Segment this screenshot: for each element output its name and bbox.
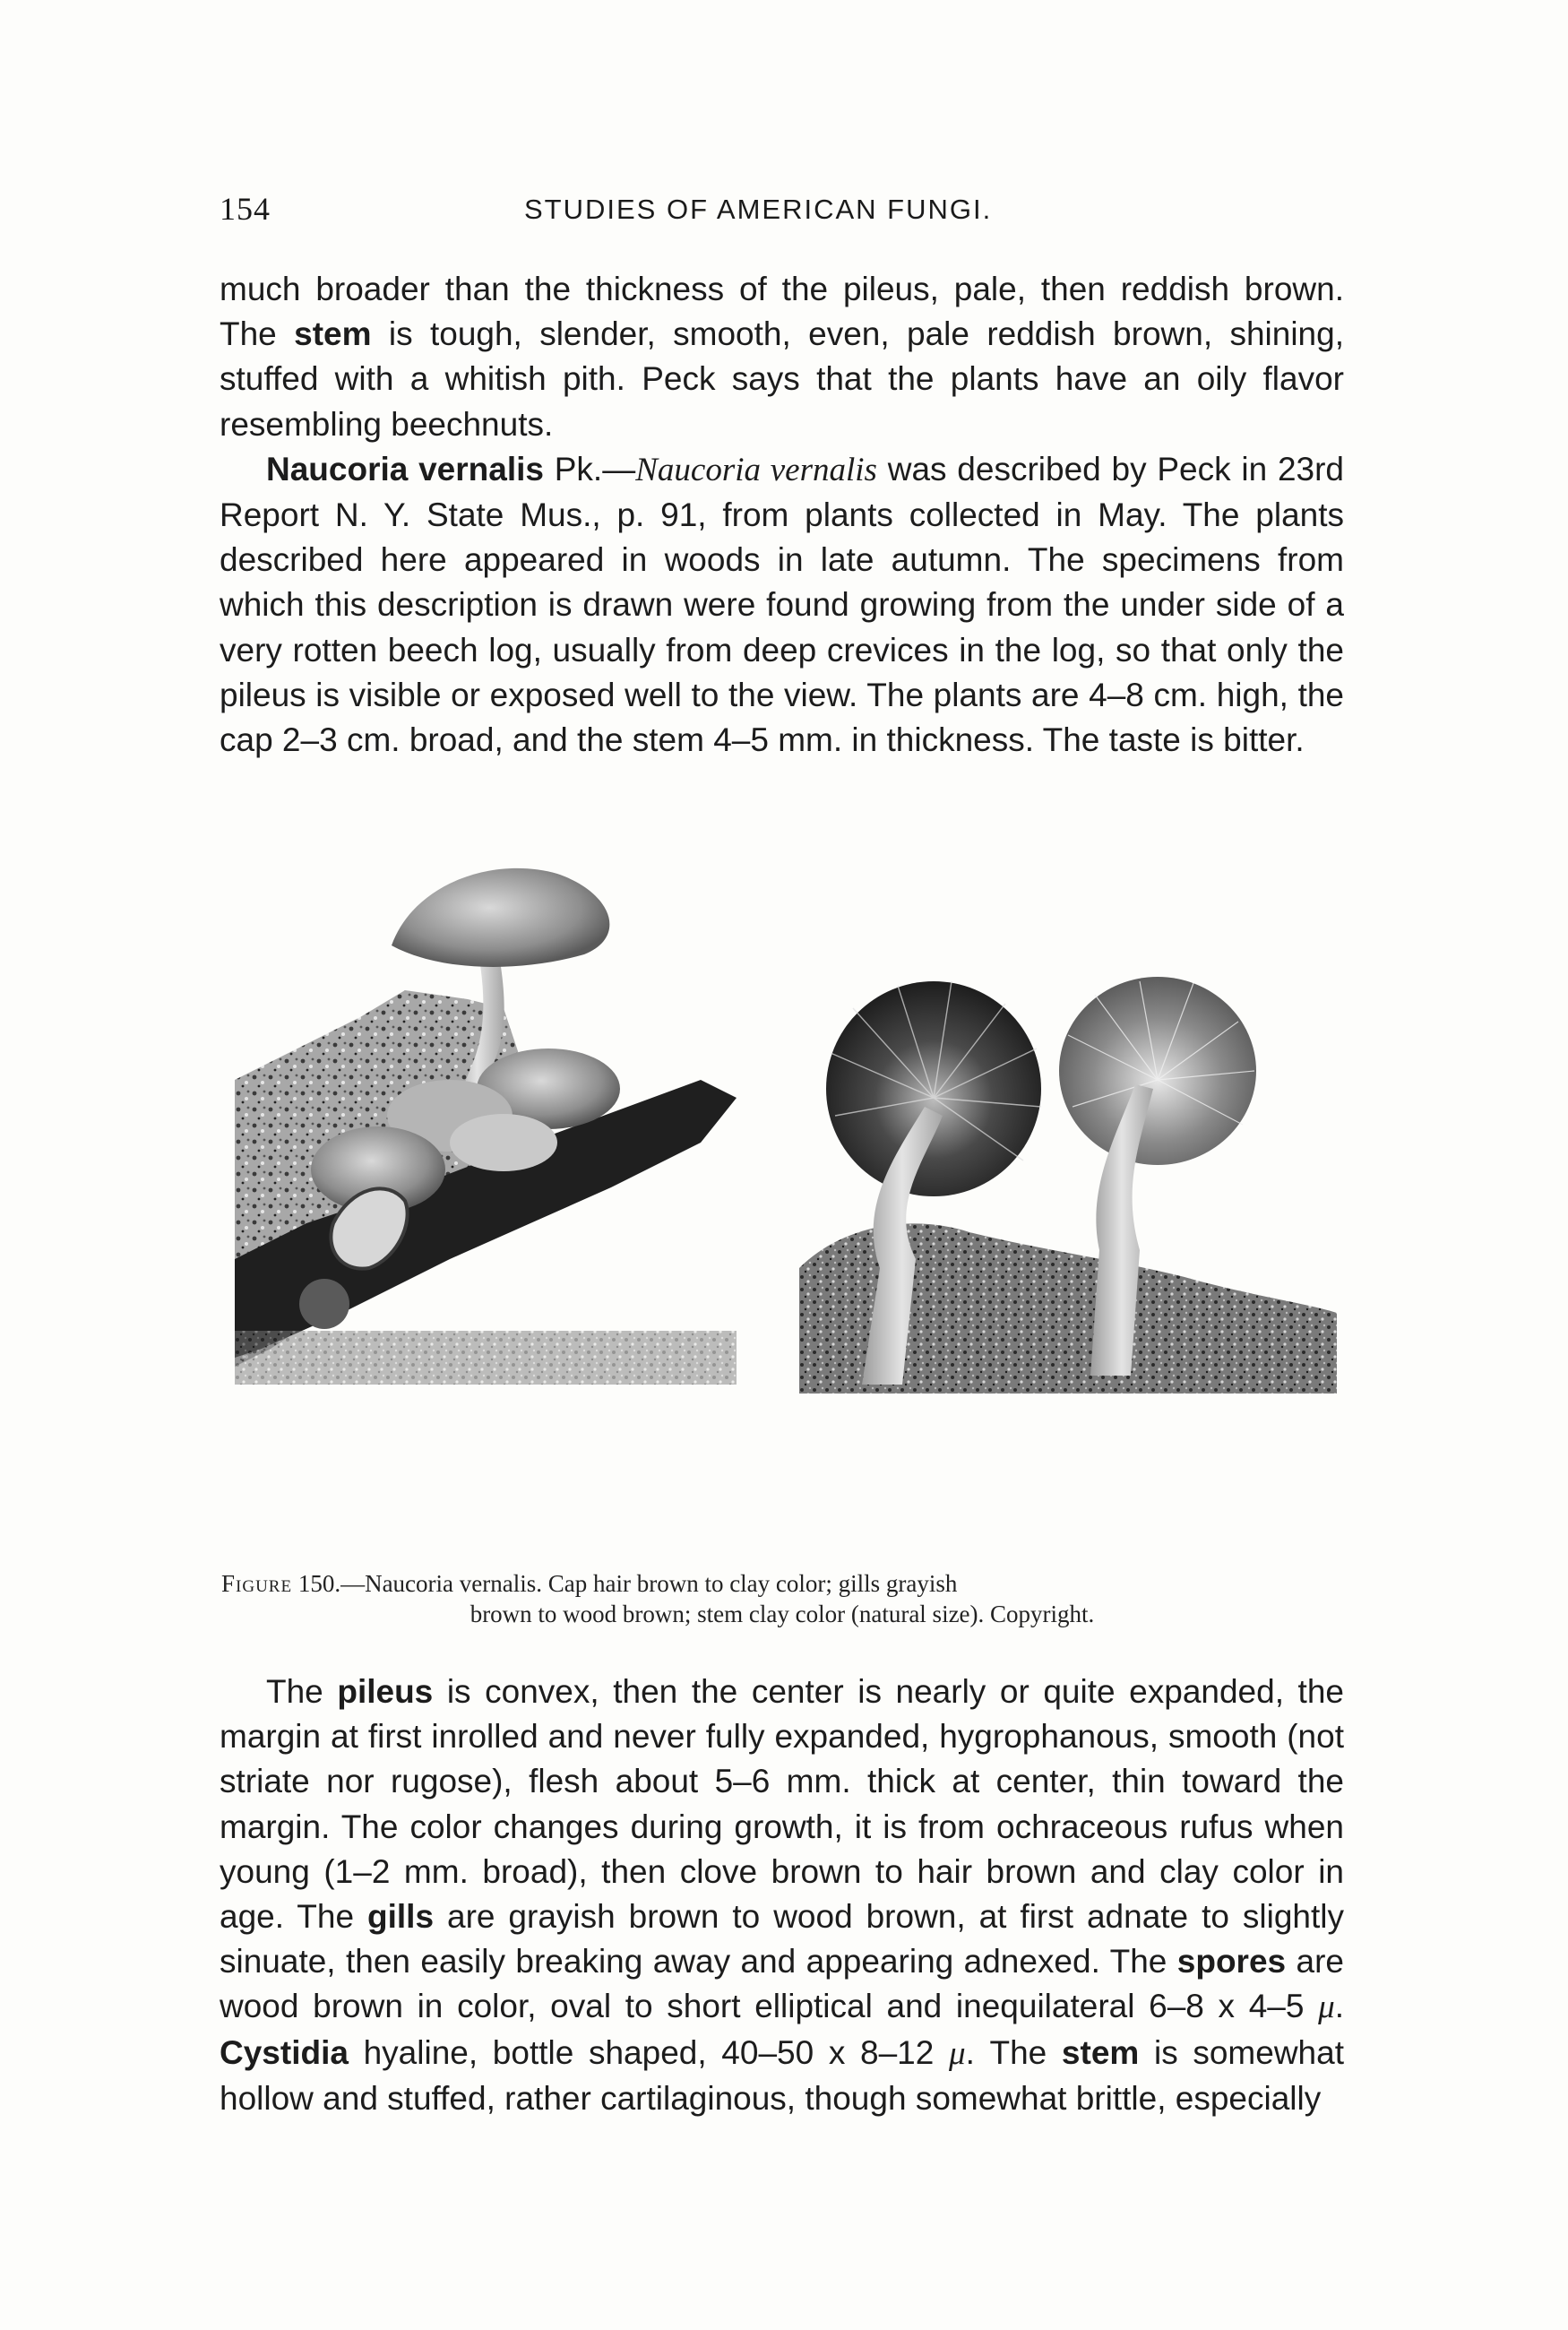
right-panel-group bbox=[799, 977, 1337, 1394]
text-run: The bbox=[266, 1673, 338, 1710]
figure-caption bbox=[221, 1568, 1343, 1629]
species-heading: Naucoria vernalis bbox=[266, 450, 544, 488]
left-log-group bbox=[235, 868, 737, 1385]
light-gill-cap bbox=[1059, 977, 1256, 1165]
micron-symbol: μ bbox=[1318, 1989, 1335, 2026]
text-run: Pk.— bbox=[543, 450, 636, 488]
text-run: . The bbox=[965, 2033, 1062, 2071]
text-run: is somewhat hollow and stuffed, rather cartilaginous, though somewhat brittle, especially bbox=[220, 2033, 1344, 2117]
term-gills: gills bbox=[367, 1898, 435, 1936]
paragraph-naucoria-vernalis bbox=[220, 447, 1344, 763]
text-run: was described by Peck in 23rd Report N. Y. State Mus., p. 91, from plants collected in May. The plants described here appeared in woods in late autumn. The specimens from which this description is drawn were found growing from the under side of a very rotten beech log, usually from deep crevices in the log, so that only the pileus is visible or exposed well to the view. The plants are 4–8 cm. high, the cap 2–3 cm. broad, and the stem 4–5 mm. in thickness. The taste is bitter. bbox=[220, 450, 1345, 759]
paragraph-continued bbox=[220, 267, 1344, 447]
species-name-italic: Naucoria vernalis bbox=[635, 451, 877, 488]
text-run: are wood brown in color, oval to short elliptical and inequilateral 6–8 x 4–5 bbox=[220, 1943, 1344, 2025]
term-stem: stem bbox=[1061, 2033, 1140, 2071]
text-run: are grayish brown to wood brown, at first adnate to slightly sinuate, then easily breaking away and appearing adnexed. The bbox=[220, 1898, 1344, 1980]
text-run: hyaline, bottle shaped, 40–50 x 8–12 bbox=[348, 2033, 949, 2071]
text-run: much broader than the thickness of the pileus, pale, then reddish brown. The bbox=[220, 271, 1344, 353]
paragraph-pileus bbox=[220, 1670, 1344, 2121]
term-cystidia: Cystidia bbox=[220, 2033, 349, 2071]
tall-cap bbox=[392, 868, 609, 967]
page-number: 154 bbox=[220, 191, 271, 227]
running-head bbox=[220, 190, 1344, 235]
caption-line-2: brown to wood brown; stem clay color (natural size). Copyright. bbox=[470, 1601, 1095, 1627]
text-run: . bbox=[1334, 1988, 1344, 2025]
term-pileus: pileus bbox=[337, 1673, 434, 1710]
figure-label: Figure bbox=[221, 1570, 293, 1597]
upper-text bbox=[220, 267, 1344, 763]
button-mushroom bbox=[299, 1279, 349, 1329]
text-run: is tough, slender, smooth, even, pale reddish brown, shining, stuffed with a whitish pith. Peck says that the plants have an oily flavor resembling beechnuts. bbox=[220, 315, 1344, 443]
cluster-cap-4 bbox=[450, 1114, 557, 1171]
lower-text bbox=[220, 1670, 1344, 2121]
running-title: STUDIES OF AMERICAN FUNGI. bbox=[524, 194, 993, 225]
micron-symbol: μ bbox=[948, 2034, 966, 2072]
mushroom-photo bbox=[235, 847, 1337, 1537]
term-stem: stem bbox=[294, 315, 372, 353]
figure-150-photograph bbox=[235, 847, 1337, 1537]
caption-line-1: 150.—Naucoria vernalis. Cap hair brown to clay color; gills grayish bbox=[292, 1570, 958, 1597]
log-base bbox=[235, 1331, 737, 1385]
text-run: is convex, then the center is nearly or quite expanded, the margin at first inrolled and never fully expanded, hygrophanous, smooth (not striate nor rugose), flesh about 5–6 mm. thick at center, thin toward the margin. The color changes during growth, it is from ochraceous rufus when young (1–2 mm. broad), then clove brown to hair brown and clay color in age. The bbox=[220, 1673, 1344, 1936]
term-spores: spores bbox=[1176, 1943, 1287, 1980]
